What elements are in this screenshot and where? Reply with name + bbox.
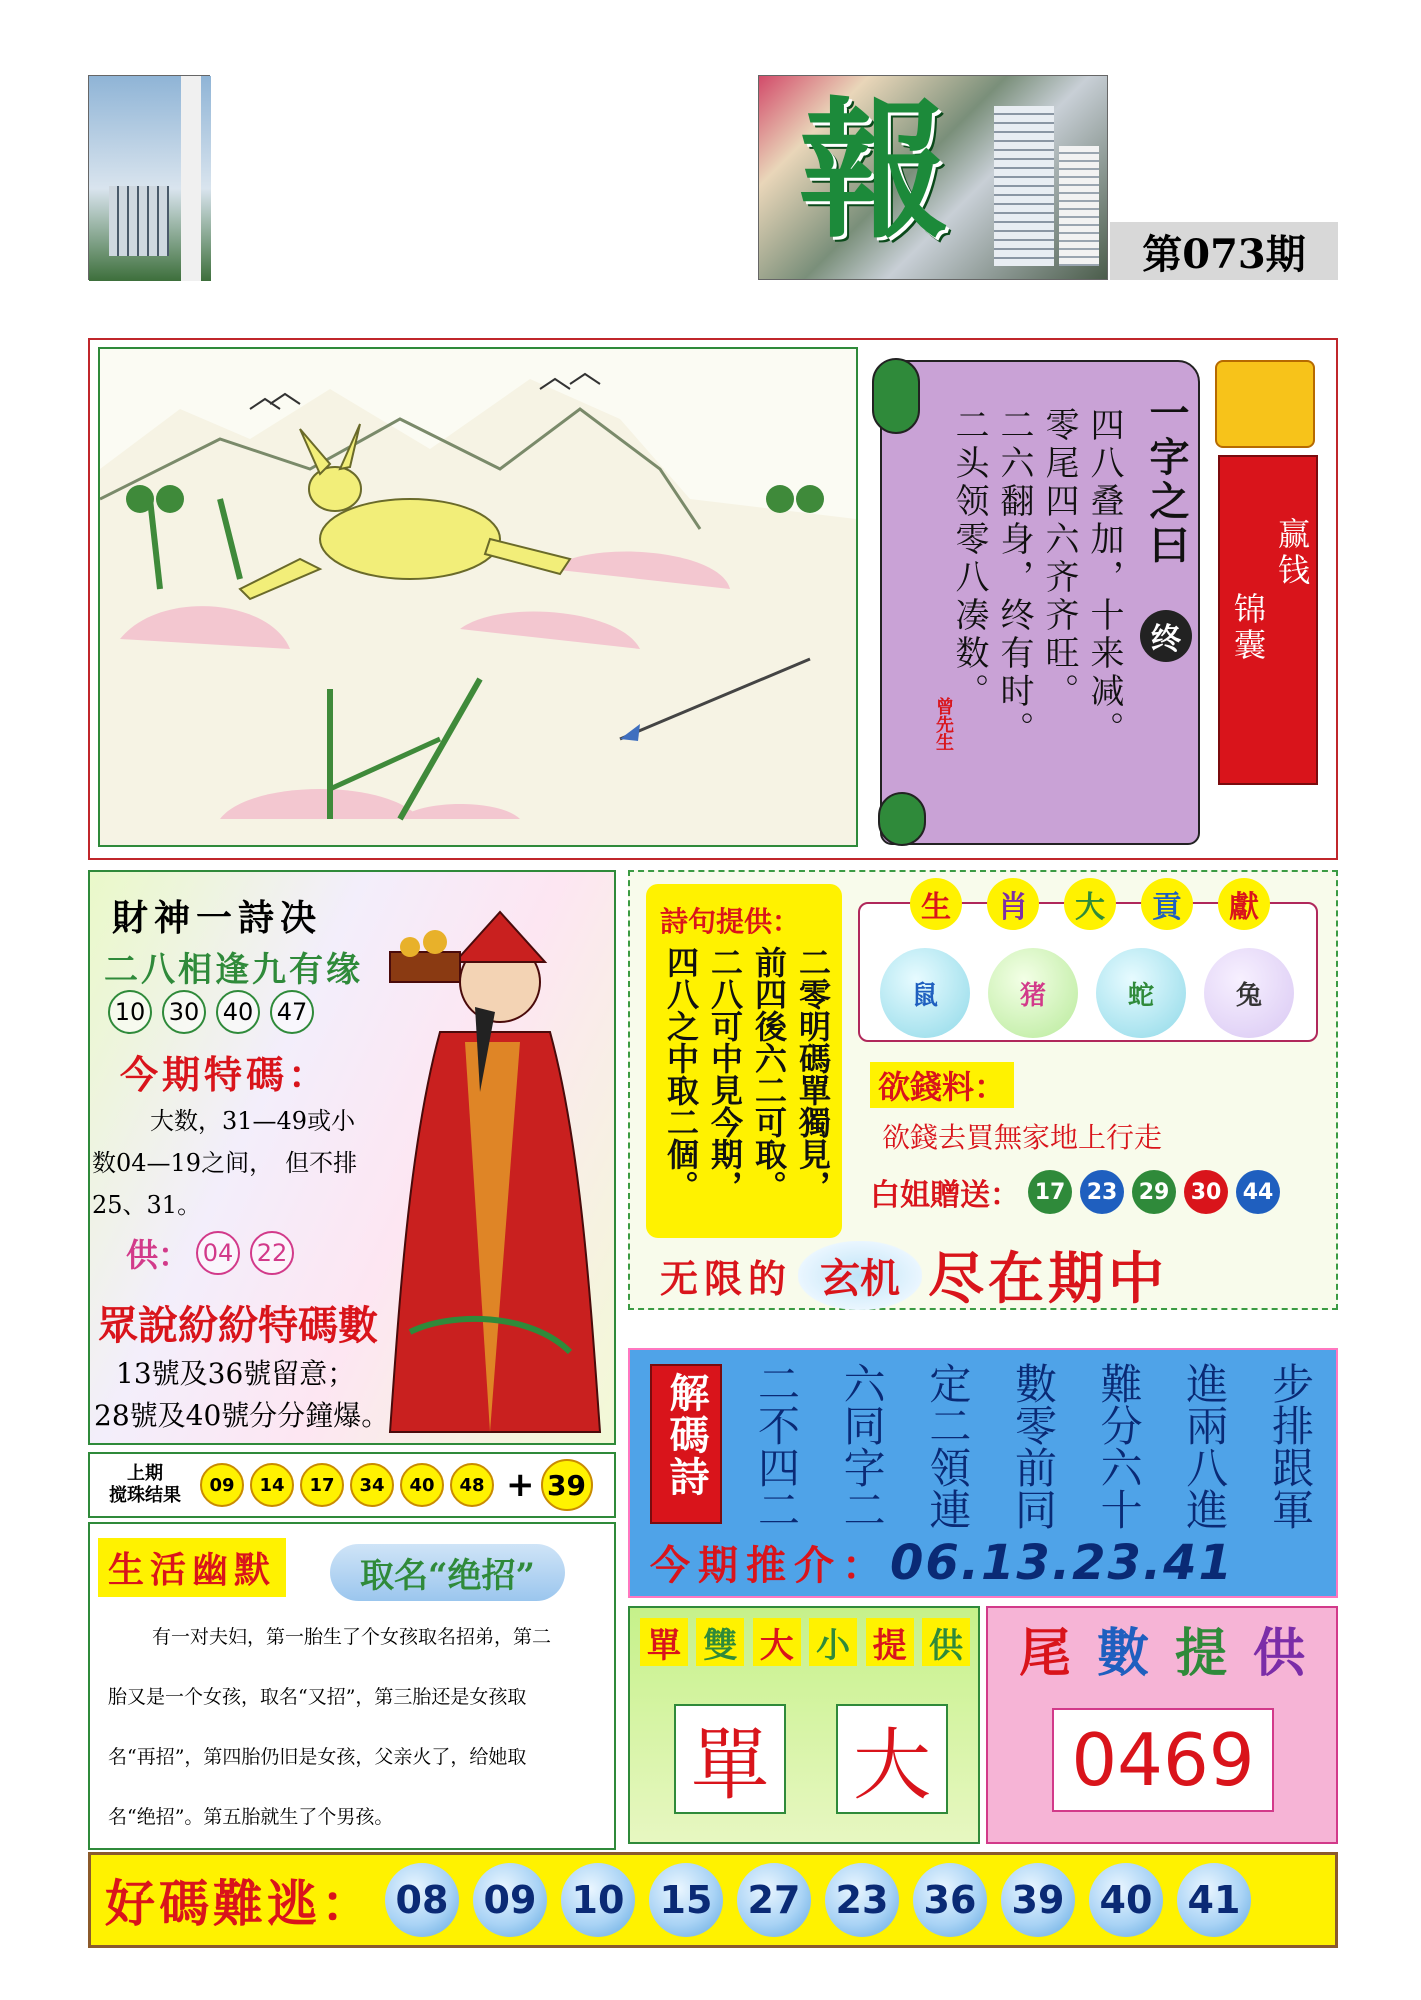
scroll-author: 曾先生 xyxy=(933,697,954,751)
poem-supply-box xyxy=(646,884,842,1238)
crowd-line-1: 13號及36號留意； xyxy=(116,1357,356,1390)
scroll-line-1: 四八叠加，十来减。 xyxy=(1084,407,1124,749)
supply-number: 22 xyxy=(250,1231,294,1275)
zodiac-title-char: 貢 xyxy=(1141,878,1193,930)
good-number: 39 xyxy=(1001,1863,1075,1937)
god-number: 47 xyxy=(270,990,314,1034)
good-number: 09 xyxy=(473,1863,547,1937)
header-title: 報 xyxy=(799,83,950,259)
slogan xyxy=(660,1240,1320,1310)
gift-number: 44 xyxy=(1236,1170,1280,1214)
rabbit-icon: 兔 xyxy=(1235,980,1262,1011)
decode-title: 解碼詩 xyxy=(663,1372,710,1498)
scroll-title: 一字之曰 xyxy=(1143,392,1190,568)
last-draw-number: 40 xyxy=(400,1463,444,1507)
odd-even-value-odd: 單 xyxy=(674,1704,786,1814)
supply-row xyxy=(126,1230,304,1276)
last-draw-number: 14 xyxy=(250,1463,294,1507)
gift-row xyxy=(870,1170,1288,1214)
scroll-line-2: 零尾四六齐齐旺。 xyxy=(1039,407,1079,711)
recommend-label: 今期推介： xyxy=(650,1542,890,1589)
decode-title-box xyxy=(650,1364,722,1524)
gift-number: 29 xyxy=(1132,1170,1176,1214)
crowd-heading: 眾說紛紛特碼數 xyxy=(98,1302,378,1349)
odd-even-title-char: 供 xyxy=(922,1618,970,1666)
slogan-part-b: 玄机 xyxy=(798,1241,922,1310)
scroll-line-4: 二头领零八凑数。 xyxy=(949,407,989,711)
issue-number: 第073期 xyxy=(1110,222,1338,280)
good-number: 27 xyxy=(737,1863,811,1937)
humor-subheading: 取名“绝招” xyxy=(330,1544,565,1601)
zodiac-title-char: 生 xyxy=(910,878,962,930)
money-text: 欲錢去買無家地上行走 xyxy=(882,1121,1163,1154)
decode-col: 二不四二 xyxy=(752,1362,801,1530)
humor-line-3: 名“再招”，第四胎仍旧是女孩，父亲火了，给她取 xyxy=(108,1746,527,1768)
good-numbers-bar xyxy=(88,1852,1338,1948)
good-number: 40 xyxy=(1089,1863,1163,1937)
special-heading: 今期特碼： xyxy=(120,1052,331,1097)
side-label-win-money: 赢钱 xyxy=(1273,517,1311,589)
pig-icon: 猪 xyxy=(1019,980,1046,1011)
zodiac-pig-icon xyxy=(988,948,1078,1038)
poem-supply-col-2: 前四後六二可取。 xyxy=(750,946,788,1202)
zodiac-rabbit-icon xyxy=(1204,948,1294,1038)
last-draw-number: 48 xyxy=(450,1463,494,1507)
decode-panel xyxy=(628,1348,1338,1598)
money-bag-icon xyxy=(1215,360,1315,448)
zodiac-title-char: 獻 xyxy=(1218,878,1270,930)
odd-even-title xyxy=(640,1618,970,1668)
decode-col: 步排跟軍 xyxy=(1265,1362,1315,1530)
decode-col: 六同字二 xyxy=(837,1362,887,1530)
tail-title-char: 提 xyxy=(1174,1622,1227,1684)
decode-columns xyxy=(748,1362,1318,1530)
tail-panel xyxy=(986,1606,1338,1844)
last-draw-plus: + xyxy=(506,1465,535,1505)
header-left-photo xyxy=(88,75,210,280)
slogan-part-a: 无限的 xyxy=(660,1255,793,1301)
decode-col: 難分六十 xyxy=(1094,1362,1144,1530)
money-label: 欲錢料： xyxy=(870,1062,1014,1108)
zodiac-title-char: 大 xyxy=(1064,878,1116,930)
last-draw-panel xyxy=(88,1452,616,1518)
god-panel-numbers xyxy=(108,990,324,1034)
tail-title xyxy=(1012,1618,1312,1684)
snake-icon: 蛇 xyxy=(1127,980,1154,1011)
poem-supply-col-4: 四八之中取二個。 xyxy=(662,946,700,1202)
humor-line-1: 有一对夫妇，第一胎生了个女孩取名招弟，第二 xyxy=(152,1626,552,1648)
zodiac-snake-icon xyxy=(1096,948,1186,1038)
special-text: 大数，31—49或小数04—19之间， 但不排25、31。 xyxy=(92,1107,358,1219)
humor-line-2: 胎又是一个女孩，取名“又招”，第三胎还是女孩取 xyxy=(108,1686,527,1708)
god-number: 30 xyxy=(162,990,206,1034)
poem-supply-title: 詩句提供： xyxy=(660,905,801,938)
good-number: 41 xyxy=(1177,1863,1251,1937)
god-of-wealth-panel xyxy=(88,870,616,1445)
good-numbers-label: 好碼難逃： xyxy=(105,1874,375,1933)
decode-col: 進兩八進 xyxy=(1180,1362,1230,1530)
god-number: 40 xyxy=(216,990,260,1034)
header-right-photo xyxy=(758,75,1108,280)
rat-icon: 鼠 xyxy=(911,980,938,1011)
tail-value: 0469 xyxy=(1052,1708,1274,1812)
odd-even-value-big: 大 xyxy=(836,1704,948,1814)
god-of-wealth-figure xyxy=(370,892,610,1442)
odd-even-panel xyxy=(628,1606,980,1844)
good-number: 08 xyxy=(385,1863,459,1937)
tail-title-char: 數 xyxy=(1096,1622,1149,1684)
side-label-panel xyxy=(1218,455,1318,785)
good-number: 10 xyxy=(561,1863,635,1937)
crowd-line-2: 28號及40號分分鐘爆。 xyxy=(94,1399,390,1432)
good-number: 15 xyxy=(649,1863,723,1937)
humor-panel xyxy=(88,1522,616,1850)
god-number: 10 xyxy=(108,990,152,1034)
gift-number: 23 xyxy=(1080,1170,1124,1214)
recommend-row xyxy=(650,1534,1234,1591)
odd-even-title-char: 單 xyxy=(640,1618,688,1666)
odd-even-title-char: 雙 xyxy=(696,1618,744,1666)
poem-scroll xyxy=(880,360,1200,845)
rabbit-illustration xyxy=(98,347,858,847)
side-label-tips: 锦囊 xyxy=(1229,592,1267,664)
last-draw-label: 上期 搅珠结果 xyxy=(109,1463,181,1506)
odd-even-title-char: 小 xyxy=(809,1618,857,1666)
poem-supply-col-3: 二八可中見今期， xyxy=(706,946,744,1202)
humor-line-4: 名“绝招”。第五胎就生了个男孩。 xyxy=(108,1806,394,1828)
supply-label: 供： xyxy=(126,1236,191,1274)
zodiac-rat-icon xyxy=(880,948,970,1038)
last-draw-number: 34 xyxy=(350,1463,394,1507)
last-draw-number: 09 xyxy=(200,1463,244,1507)
zodiac-title-char: 肖 xyxy=(987,878,1039,930)
poem-supply-col-1: 二零明碼單獨見， xyxy=(794,946,832,1202)
last-draw-number: 17 xyxy=(300,1463,344,1507)
decode-col: 定二領連 xyxy=(923,1362,973,1530)
gift-label: 白姐贈送： xyxy=(870,1178,1020,1213)
gift-number: 30 xyxy=(1184,1170,1228,1214)
tail-title-char: 尾 xyxy=(1018,1622,1071,1684)
good-number: 36 xyxy=(913,1863,987,1937)
tail-title-char: 供 xyxy=(1252,1622,1305,1684)
god-panel-poem: 二八相逢九有缘 xyxy=(104,950,363,990)
slogan-part-c: 尽在期中 xyxy=(928,1246,1169,1312)
scroll-title-badge: 终 xyxy=(1140,610,1192,662)
zodiac-title xyxy=(910,878,1270,928)
gift-number: 17 xyxy=(1028,1170,1072,1214)
good-number: 23 xyxy=(825,1863,899,1937)
rabbit-scene-svg xyxy=(100,349,856,845)
god-panel-title: 財神一詩决 xyxy=(112,897,323,939)
decode-col: 數零前同 xyxy=(1008,1362,1058,1530)
odd-even-title-char: 大 xyxy=(753,1618,801,1666)
recommend-value: 06.13.23.41 xyxy=(890,1535,1234,1591)
supply-number: 04 xyxy=(196,1231,240,1275)
last-draw-special: 39 xyxy=(541,1459,593,1511)
scroll-line-3: 二六翻身，终有时。 xyxy=(994,407,1034,749)
odd-even-title-char: 提 xyxy=(866,1618,914,1666)
humor-heading: 生活幽默 xyxy=(98,1538,286,1597)
